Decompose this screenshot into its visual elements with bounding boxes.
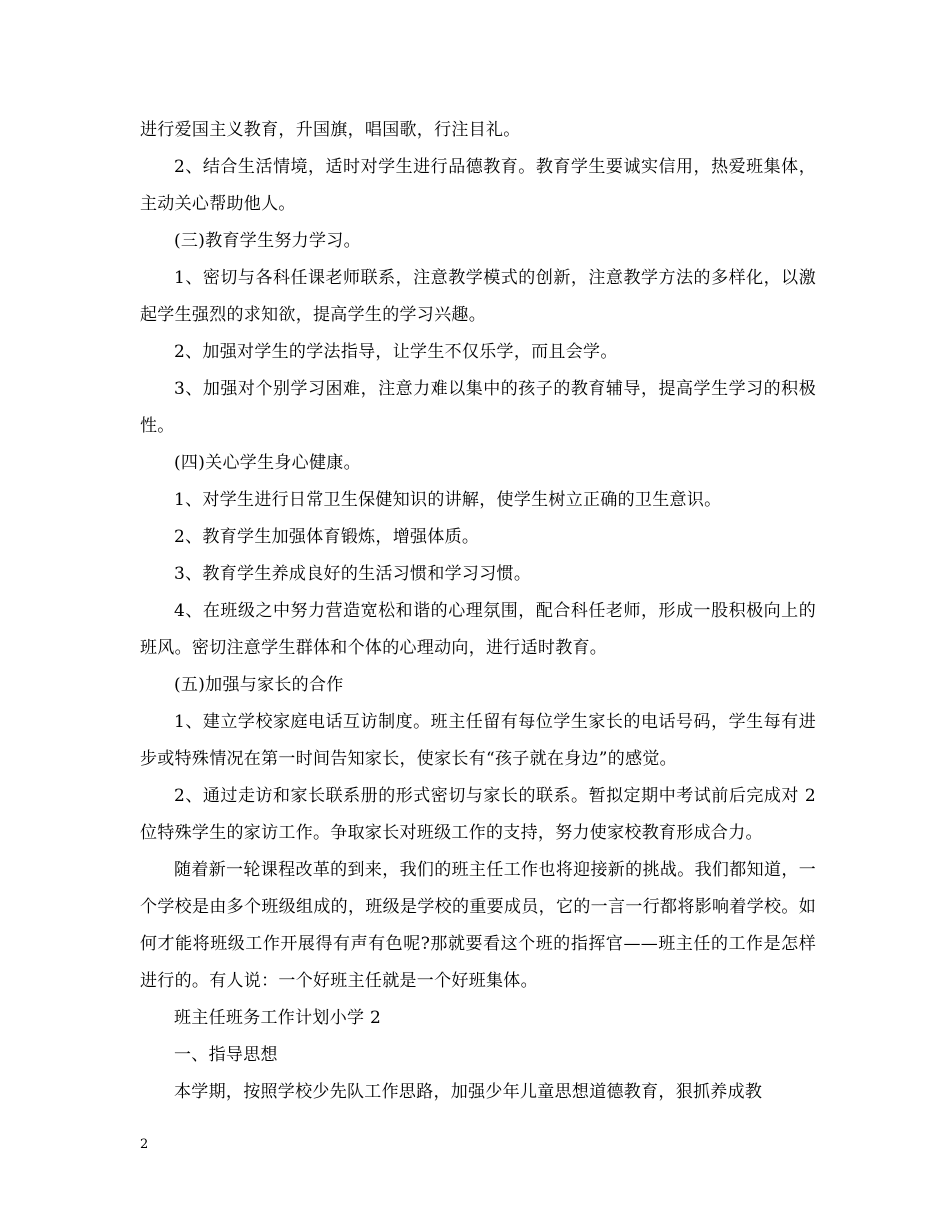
paragraph: 1、建立学校家庭电话互访制度。班主任留有每位学生家长的电话号码，学生每有进步或特殊情况在第一时间告知家长，使家长有“孩子就在身边”的感觉。 <box>140 712 816 769</box>
page-number: 2 <box>140 1137 149 1152</box>
paragraph: 1、密切与各科任课老师联系，注意教学模式的创新，注意教学方法的多样化，以激起学生强烈的求知欲，提高学生的学习兴趣。 <box>140 268 816 325</box>
paragraph: 2、通过走访和家长联系册的形式密切与家长的联系。暂拟定期中考试前后完成对 2 位特殊学生的家访工作。争取家长对班级工作的支持，努力使家校教育形成合力。 <box>140 786 822 843</box>
document-body <box>140 112 822 1111</box>
paragraph: 2、教育学生加强体育锻炼，增强体质。 <box>174 527 480 547</box>
paragraph: 3、教育学生养成良好的生活习惯和学习习惯。 <box>174 564 532 584</box>
document-title: 班主任班务工作计划小学 2 <box>174 1008 382 1028</box>
paragraph: 4、在班级之中努力营造宽松和谐的心理氛围，配合科任老师，形成一股积极向上的班风。密切注意学生群体和个体的心理动向，进行适时教育。 <box>140 601 816 658</box>
paragraph: 1、对学生进行日常卫生保健知识的讲解，使学生树立正确的卫生意识。 <box>174 490 722 510</box>
section-heading: (四)关心学生身心健康。 <box>174 453 361 473</box>
section-heading: 一、指导思想 <box>174 1045 278 1065</box>
section-heading: (三)教育学生努力学习。 <box>174 231 361 251</box>
paragraph: 随着新一轮课程改革的到来，我们的班主任工作也将迎接新的挑战。我们都知道，一个学校是由多个班级组成的，班级是学校的重要成员，它的一言一行都将影响着学校。如何才能将班级工作开展得有声有色呢?那就要看这个班的指挥官——班主任的工作是怎样进行的。有人说：一个好班主任就是一个好班集体。 <box>140 860 816 991</box>
section-heading: (五)加强与家长的合作 <box>174 675 344 695</box>
paragraph: 本学期，按照学校少先队工作思路，加强少年儿童思想道德教育，狠抓养成教 <box>174 1082 763 1102</box>
paragraph: 2、结合生活情境，适时对学生进行品德教育。教育学生要诚实信用，热爱班集体，主动关心帮助他人。 <box>140 157 816 214</box>
paragraph: 进行爱国主义教育，升国旗，唱国歌，行注目礼。 <box>140 120 521 140</box>
paragraph: 3、加强对个别学习困难，注意力难以集中的孩子的教育辅导，提高学生学习的积极性。 <box>140 379 816 436</box>
paragraph: 2、加强对学生的学法指导，让学生不仅乐学，而且会学。 <box>174 342 618 362</box>
